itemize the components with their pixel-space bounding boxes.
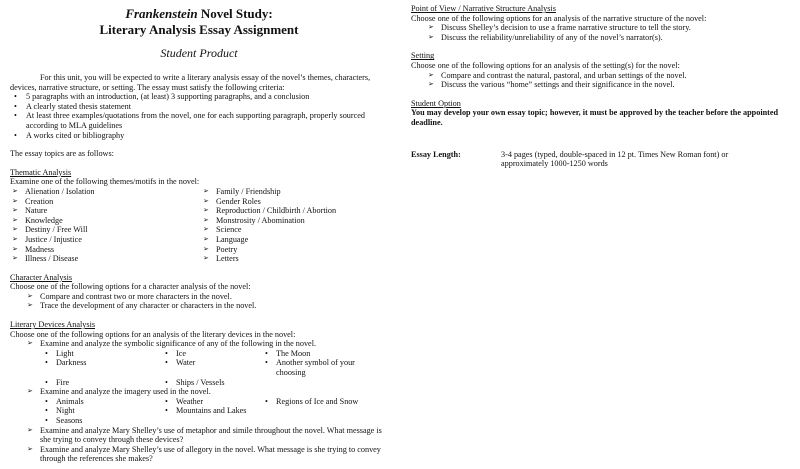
theme-item: ➢ Destiny / Free Will bbox=[10, 225, 201, 235]
subtitle: Student Product bbox=[160, 46, 238, 60]
title-novel-name: Frankenstein bbox=[125, 6, 198, 21]
theme-item: ➢ Poetry bbox=[201, 245, 392, 255]
symbol-item: • Water bbox=[160, 358, 260, 377]
criteria-item: • 5 paragraphs with an introduction, (at least) 3 supporting paragraphs, and a conclusion bbox=[10, 92, 392, 102]
character-option: ➢ Trace the development of any character or characters in the novel. bbox=[10, 301, 392, 311]
image-item: • Night bbox=[40, 406, 160, 416]
character-heading: Character Analysis bbox=[10, 272, 73, 282]
devices-symbolic: ➢ Examine and analyze the symbolic significance of any of the following in the novel. bbox=[10, 339, 392, 349]
theme-item: ➢ Science bbox=[201, 225, 392, 235]
criteria-list bbox=[10, 92, 392, 140]
images-grid bbox=[10, 397, 392, 426]
thematic-intro: Examine one of the following themes/motifs in the novel: bbox=[10, 177, 200, 187]
image-item: • Weather bbox=[160, 397, 260, 407]
theme-item: ➢ Alienation / Isolation bbox=[10, 187, 201, 197]
symbol-item: • Fire bbox=[40, 378, 160, 388]
symbol-item: • Ships / Vessels bbox=[160, 378, 260, 388]
devices-options-2 bbox=[10, 387, 392, 397]
devices-metaphor: ➢ Examine and analyze Mary Shelley’s use of metaphor and simile throughout the novel. What message is she trying to convey through these devices? bbox=[10, 426, 392, 445]
essay-length-label: Essay Length: bbox=[411, 149, 461, 159]
criteria-item: • A clearly stated thesis statement bbox=[10, 102, 392, 112]
student-option-text: You may develop your own essay topic; however, it must be approved by the teacher before the appointed deadline. bbox=[411, 108, 779, 127]
theme-item: ➢ Knowledge bbox=[10, 216, 201, 226]
theme-item: ➢ Monstrosity / Abomination bbox=[201, 216, 392, 226]
theme-item: ➢ Nature bbox=[10, 206, 201, 216]
themes-list-1 bbox=[10, 187, 201, 264]
theme-item: ➢ Illness / Disease bbox=[10, 254, 201, 264]
theme-item: ➢ Gender Roles bbox=[201, 197, 392, 207]
right-column bbox=[411, 4, 796, 169]
character-intro: Choose one of the following options for a character analysis of the novel: bbox=[10, 282, 251, 292]
symbol-item: • Another symbol of your choosing bbox=[260, 358, 370, 377]
setting-intro: Choose one of the following options for an analysis of the setting(s) for the novel: bbox=[411, 60, 680, 70]
pov-intro: Choose one of the following options for an analysis of the narrative structure of the novel: bbox=[411, 13, 707, 23]
criteria-item: • A works cited or bibliography bbox=[10, 131, 392, 141]
essay-length-value: 3-4 pages (typed, double-spaced in 12 pt. Times New Roman font) or approximately 1000-1250 words bbox=[501, 149, 729, 169]
devices-heading: Literary Devices Analysis bbox=[10, 320, 96, 330]
devices-options-3 bbox=[10, 426, 392, 464]
setting-option: ➢ Discuss the various “home” settings and their significance in the novel. bbox=[411, 80, 796, 90]
topics-intro: The essay topics are as follows: bbox=[10, 149, 114, 159]
devices-intro: Choose one of the following options for an analysis of the literary devices in the novel: bbox=[10, 329, 296, 339]
title-suffix: Novel Study: bbox=[197, 6, 273, 21]
left-column bbox=[10, 6, 392, 464]
themes-list-2 bbox=[201, 187, 392, 264]
symbol-item: • Ice bbox=[160, 349, 260, 359]
character-options bbox=[10, 292, 392, 311]
pov-option: ➢ Discuss the reliability/unreliability of any of the novel’s narrator(s). bbox=[411, 33, 796, 43]
setting-heading: Setting bbox=[411, 51, 435, 61]
themes-columns bbox=[10, 187, 392, 264]
image-item: • Regions of Ice and Snow bbox=[260, 397, 370, 407]
theme-item: ➢ Reproduction / Childbirth / Abortion bbox=[201, 206, 392, 216]
title-line1 bbox=[6, 6, 392, 22]
criteria-item: • At least three examples/quotations from the novel, one for each supporting paragraph, properly sourced according to MLA guidelines bbox=[10, 111, 392, 130]
image-item: • Animals bbox=[40, 397, 160, 407]
symbols-grid bbox=[10, 349, 392, 387]
image-item: • Mountains and Lakes bbox=[160, 406, 260, 416]
symbol-item: • The Moon bbox=[260, 349, 370, 359]
setting-option: ➢ Compare and contrast the natural, pastoral, and urban settings of the novel. bbox=[411, 71, 796, 81]
essay-length bbox=[411, 150, 796, 169]
thematic-heading: Thematic Analysis bbox=[10, 167, 72, 177]
title-line2: Literary Analysis Essay Assignment bbox=[99, 22, 299, 37]
theme-item: ➢ Letters bbox=[201, 254, 392, 264]
symbol-item: • Darkness bbox=[40, 358, 160, 377]
theme-item: ➢ Creation bbox=[10, 197, 201, 207]
character-option: ➢ Compare and contrast two or more characters in the novel. bbox=[10, 292, 392, 302]
image-item: • Seasons bbox=[40, 416, 160, 426]
devices-imagery: ➢ Examine and analyze the imagery used in the novel. bbox=[10, 387, 392, 397]
student-option-heading: Student Option bbox=[411, 98, 461, 108]
devices-allegory: ➢ Examine and analyze Mary Shelley’s use of allegory in the novel. What message is she trying to convey through the references she makes? bbox=[10, 445, 392, 464]
devices-options bbox=[10, 339, 392, 349]
pov-options bbox=[411, 23, 796, 42]
setting-options bbox=[411, 71, 796, 90]
theme-item: ➢ Family / Friendship bbox=[201, 187, 392, 197]
theme-item: ➢ Language bbox=[201, 235, 392, 245]
pov-option: ➢ Discuss Shelley’s decision to use a frame narrative structure to tell the story. bbox=[411, 23, 796, 33]
symbol-item: • Light bbox=[40, 349, 160, 359]
theme-item: ➢ Justice / Injustice bbox=[10, 235, 201, 245]
theme-item: ➢ Madness bbox=[10, 245, 201, 255]
pov-heading: Point of View / Narrative Structure Analysis bbox=[411, 4, 556, 13]
intro-paragraph: For this unit, you will be expected to write a literary analysis essay of the novel’s themes, characters, devices, narrative structure, or setting. The essay must satisfy the following criteria: bbox=[10, 73, 371, 92]
